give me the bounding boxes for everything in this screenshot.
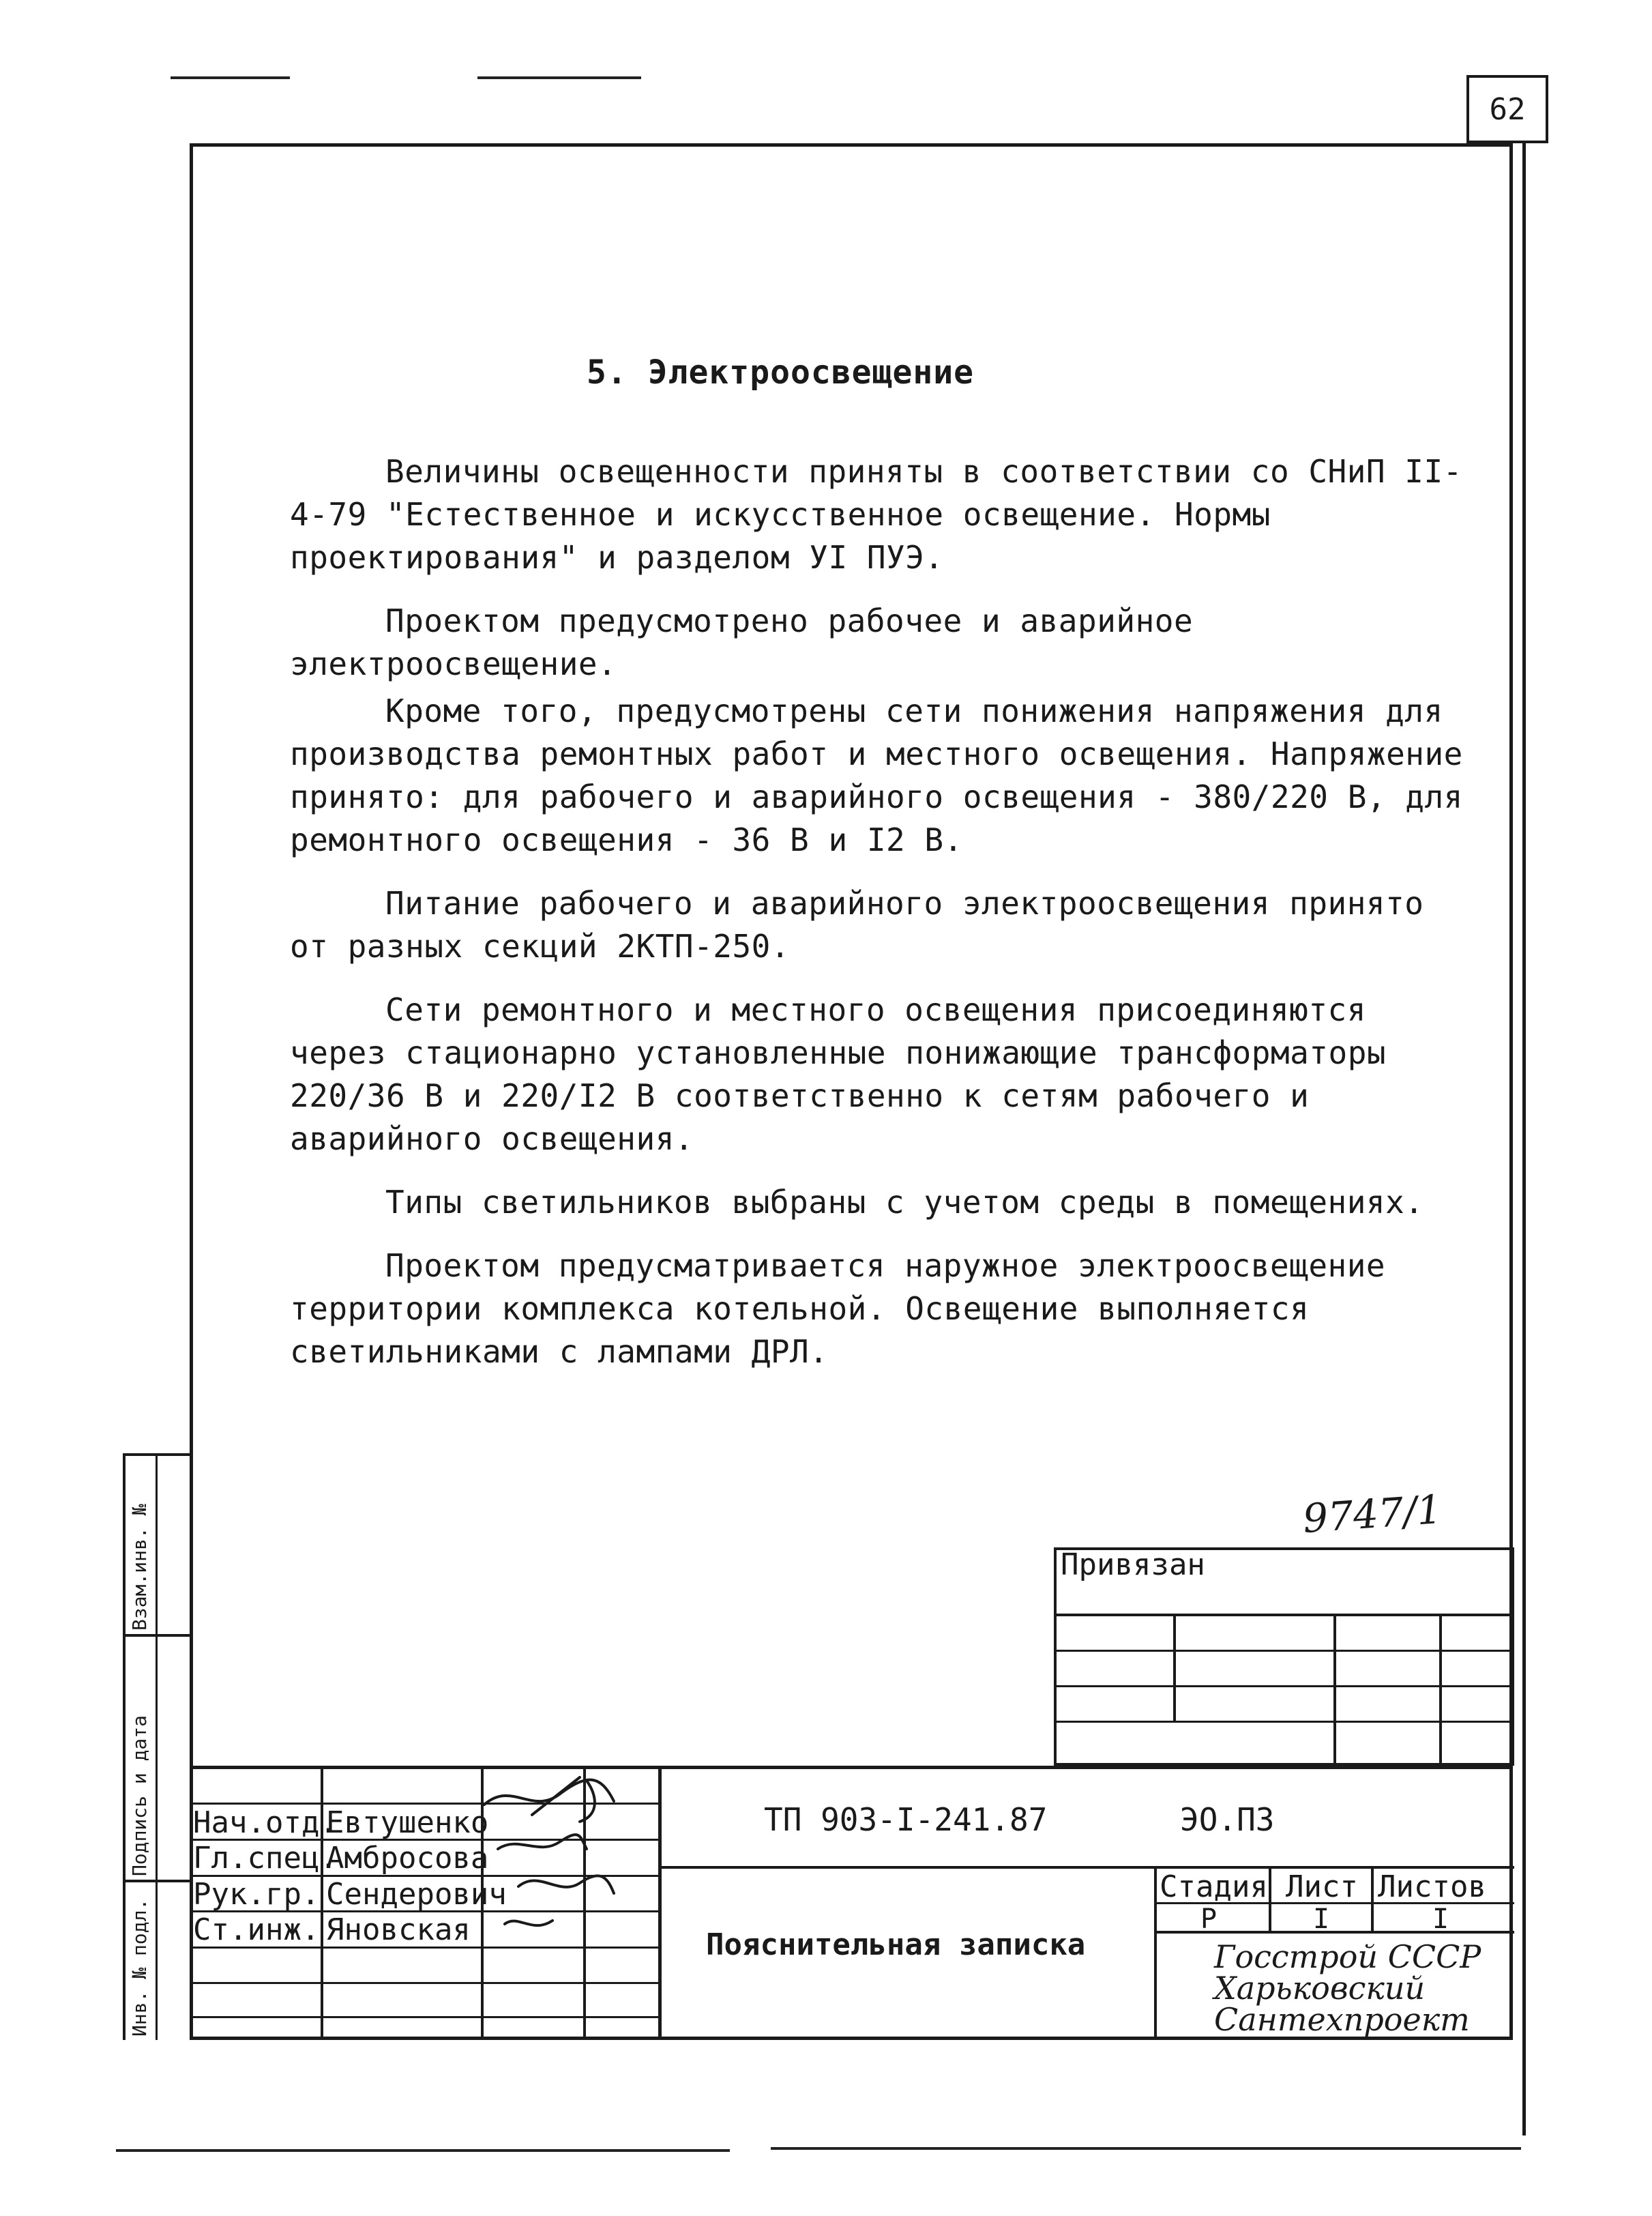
scan-stripe xyxy=(171,76,290,79)
paragraph: Проектом предусматривается наружное электроосвещение территории комплекса котельной. Освещение выполняется светильниками с лампами ДРЛ. xyxy=(290,1247,1386,1370)
grid-line xyxy=(1333,1614,1336,1766)
margin-label-inv: Инв. № подл. xyxy=(128,1898,151,2037)
signatures xyxy=(477,1767,628,1944)
grid-line xyxy=(1054,1685,1514,1687)
staff-name: Евтушенко xyxy=(326,1805,489,1840)
paragraph: Питание рабочего и аварийного электроосвещения принято от разных секций 2КТП-250. xyxy=(290,885,1424,965)
project-code: ТП 903-I-241.87 xyxy=(764,1801,1048,1838)
grid-line xyxy=(1154,1866,1157,2040)
staff-role: Рук.гр. xyxy=(193,1877,320,1912)
stage-header: Стадия xyxy=(1160,1869,1268,1904)
scan-stripe xyxy=(116,2149,730,2152)
margin-label-vzam: Взам.инв. № xyxy=(128,1504,151,1631)
grid-line xyxy=(190,1982,660,1984)
organization-line: Сантехпроект xyxy=(1214,2001,1470,2038)
staff-role: Нач.отд. xyxy=(193,1805,338,1840)
document-body xyxy=(290,450,1463,1394)
staff-role: Гл.спец. xyxy=(193,1841,338,1876)
grid-line xyxy=(1054,1721,1514,1723)
stage-value: Р xyxy=(1200,1904,1218,1935)
document-title: Пояснительная записка xyxy=(706,1927,1086,1962)
scan-stripe xyxy=(477,76,641,79)
scan-stripe xyxy=(771,2147,1521,2150)
section-heading: 5. Электроосвещение xyxy=(587,353,975,392)
staff-name: Амбросова xyxy=(326,1841,489,1876)
paragraph: Типы светильников выбраны с учетом среды в помещениях. xyxy=(385,1184,1424,1221)
grid-line xyxy=(1054,1650,1514,1652)
staff-name: Яновская xyxy=(326,1912,471,1947)
paragraph: Проектом предусмотрено рабочее и аварийное электроосвещение. xyxy=(290,602,1194,682)
organization-line: Харьковский xyxy=(1214,1970,1426,2007)
sheet-header: Лист xyxy=(1286,1869,1358,1904)
staff-name: Сендерович xyxy=(326,1877,507,1912)
margin-label-podpis: Подпись и дата xyxy=(128,1715,151,1876)
staff-role: Ст.инж. xyxy=(193,1912,320,1947)
paragraph: Величины освещенности приняты в соответствии со СНиП II-4-79 "Естественное и искусственное освещение. Нормы проектирования" и разделом УI ПУЭ. xyxy=(290,453,1462,576)
archive-number: 9747/1 xyxy=(1301,1485,1444,1543)
sheets-value: I xyxy=(1432,1904,1449,1935)
grid-line xyxy=(658,1766,662,2040)
margin-line xyxy=(156,1453,158,2040)
document-code: ЭО.ПЗ xyxy=(1180,1801,1275,1838)
sheet-number: 62 xyxy=(1466,75,1548,143)
organization xyxy=(1214,1938,1481,2038)
grid-line xyxy=(1054,1614,1514,1616)
sheet-value: I xyxy=(1313,1904,1330,1935)
grid-line xyxy=(1269,1866,1271,1933)
grid-line xyxy=(190,2016,660,2018)
privyazan-label: Привязан xyxy=(1061,1547,1205,1582)
paragraph: Сети ремонтного и местного освещения присоединяются через стационарно установленные понижающие трансформаторы 220/36 В и 220/I2 В соответственно к сетям рабочего и аварийного освещения. xyxy=(290,991,1387,1157)
grid-line xyxy=(658,1866,1514,1869)
grid-line xyxy=(1439,1614,1442,1766)
frame-edge xyxy=(1522,143,1526,2135)
paragraph: Кроме того, предусмотрены сети понижения напряжения для производства ремонтных работ и местного освещения. Напряжение принято: для рабочего и аварийного освещения - 380/220 В, для ремонтного освещения - 36 В и I2 В. xyxy=(290,692,1463,858)
margin-line xyxy=(123,1453,126,2040)
grid-line xyxy=(1371,1866,1374,1933)
grid-line xyxy=(1173,1614,1176,1723)
sheets-header: Листов xyxy=(1378,1869,1486,1904)
organization-line: Госстрой СССР xyxy=(1214,1938,1481,1975)
